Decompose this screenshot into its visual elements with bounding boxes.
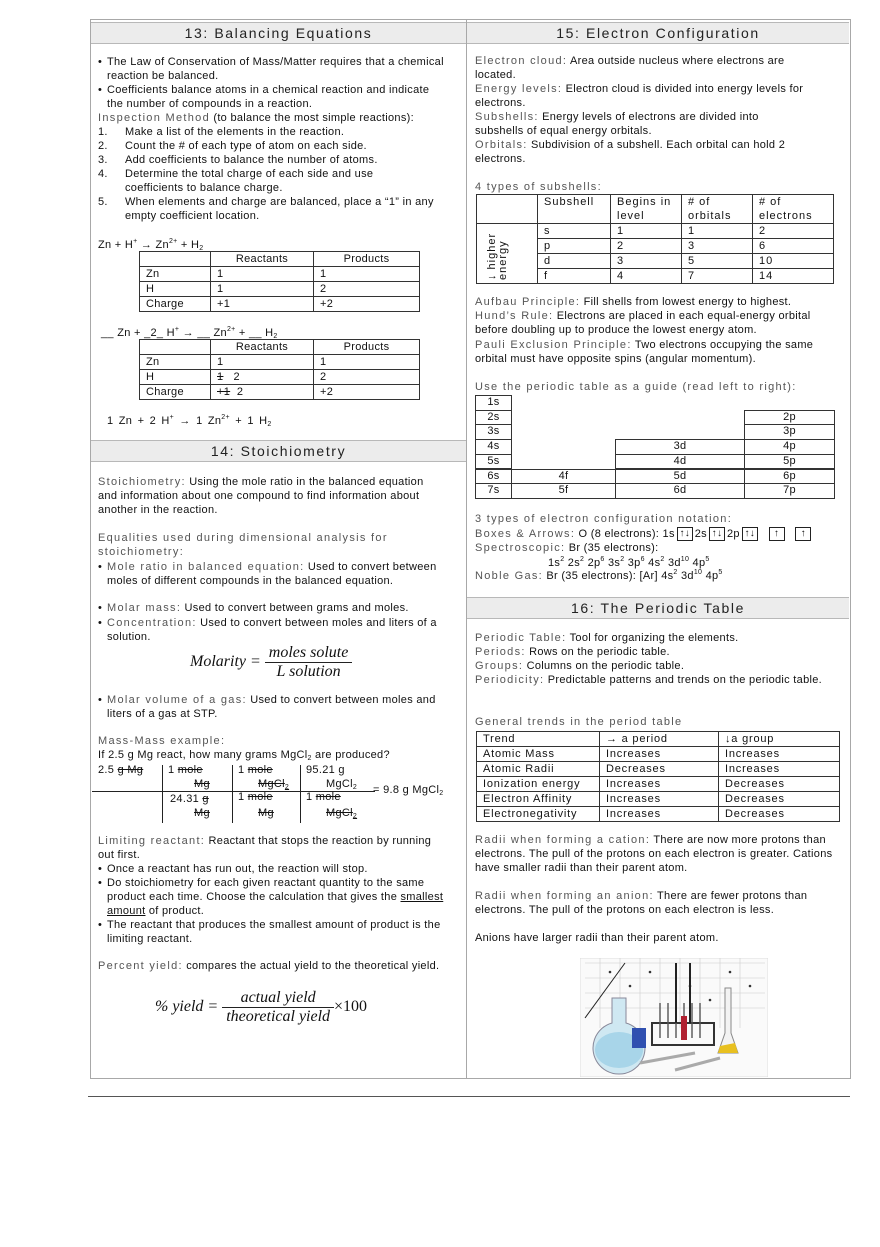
molarity-formula: Molarity = $\frac{\text{moles solute}}{\text{L solution}}$ — [190, 644, 352, 681]
noble-gas: Noble Gas: Br (35 electrons): [Ar] $4s^2$ $3d^{10}$ $4p^5$ — [475, 569, 723, 582]
guide-label: Use the periodic table as a guide (read left to right): — [475, 381, 797, 393]
pauli-exclusion: Pauli Exclusion Principle: Two electrons occupying the same orbital must have opposite spins (angular momentum). — [475, 339, 814, 365]
orbital-box: ↑↓ — [709, 527, 725, 541]
trends-table: Trend → a period ↓a group Atomic Mass Increases Increases Atomic Radii Decreases Increases Ionization energy Increases Decreases Electron Affinity Increases Decreases Electronegativity Increases Decreases — [476, 731, 840, 822]
table-row: H 1 2 — [140, 282, 420, 297]
mass-mass-result: = 9.8 g MgCl$_2$ — [373, 784, 444, 797]
guide-cell: 3p — [744, 424, 835, 440]
guide-cell: 6p — [744, 469, 835, 485]
lab-equipment-image — [580, 958, 768, 1077]
config-term: 1s — [548, 557, 561, 569]
equation-balancing: __ Zn + _2_ H+ → __ $Zn^{2+}$ + __ $H_2$ — [101, 326, 278, 340]
table-row: H 1 2 2 — [140, 370, 420, 385]
guide-cell: 5s — [475, 454, 512, 470]
table-row: Zn 1 1 — [140, 267, 420, 282]
bullet-coefficients: • Coefficients balance atoms in a chemical reaction and indicate the number of compounds in a reaction. — [107, 83, 437, 111]
table-row: Ionization energy Increases Decreases — [477, 777, 840, 792]
guide-cell: 4p — [744, 439, 835, 455]
table-row: Zn 1 1 — [140, 355, 420, 370]
def-subshells: Subshells: Energy levels of electrons are divided into subshells of equal energy orbitals. — [475, 111, 759, 137]
def-orbitals: Orbitals: Subdivision of a subshell. Each orbital can hold 2 electrons. — [475, 139, 786, 165]
balance-table-2: Reactants Products Zn 1 1 H 1 2 2 Charge +1 2 +2 — [139, 339, 420, 400]
guide-cell: 7s — [475, 483, 512, 499]
config-term: 2p — [587, 557, 601, 569]
guide-cell: 6s — [475, 469, 512, 485]
guide-cell: 3d — [615, 439, 745, 455]
equalities-heading: Equalities used during dimensional analysis for stoichiometry: — [98, 532, 388, 558]
anion-radii: Radii when forming an anion: There are fewer protons than electrons. The pull of the protons on each electron is less. — [475, 890, 808, 916]
bullet-limiting-1: • Once a reactant has run out, the reaction will stop. — [107, 862, 457, 876]
step-3-text: Add coefficients to balance the number of atoms. — [125, 154, 378, 166]
step-5-text: When elements and charge are balanced, place a “1” in any empty coefficient location. — [125, 196, 434, 222]
bullet-mole-ratio: • Mole ratio in balanced equation: Used to convert between moles of different compounds in the balanced equation. — [107, 560, 437, 588]
orbital-box: ↑ — [769, 527, 785, 541]
step-5: 5. — [98, 196, 108, 208]
config-term: 3s — [607, 557, 621, 569]
guide-cell: 4f — [511, 469, 616, 485]
guide-cell: 3s — [475, 424, 512, 440]
mass-mass-label: Mass-Mass example: — [98, 735, 226, 747]
table-row: ↓ higher energy s 1 1 2 — [477, 224, 834, 239]
mass-mass-question: If 2.5 g Mg react, how many grams MgCl$_2$ are produced? — [98, 749, 390, 762]
guide-cell: 2p — [744, 410, 835, 426]
percent-yield-formula: % yield = $\frac{\text{actual yield}}{\text{theoretical yield}}$ ×100 — [155, 989, 368, 1025]
stoichiometry-def: Stoichiometry: Using the mole ratio in the balanced equation and information about one compound to find information about another in the reaction. — [98, 476, 424, 516]
anion-larger: Anions have larger radii than their parent atom. — [475, 932, 719, 944]
section-13-header: 13: Balancing Equations — [91, 22, 466, 44]
section-16-header: 16: The Periodic Table — [467, 597, 849, 619]
table-row: Electronegativity Increases Decreases — [477, 807, 840, 822]
config-term: 3d — [667, 557, 681, 569]
subshell-types-label: 4 types of subshells: — [475, 181, 602, 193]
def-energy-levels: Energy levels: Electron cloud is divided into energy levels for electrons. — [475, 83, 804, 109]
bullet-limiting-2: • Do stoichiometry for each given reactant quantity to the same product each time. Choose the calculation that gives the smallest amount of product. — [107, 876, 459, 918]
section-14-header: 14: Stoichiometry — [91, 440, 466, 462]
step-number: 1. — [98, 126, 108, 138]
guide-cell: 7p — [744, 483, 835, 499]
config-term: 4p — [705, 570, 719, 582]
table-row: Atomic Radii Decreases Increases — [477, 762, 840, 777]
bullet-conservation: • The Law of Conservation of Mass/Matter requires that a chemical reaction be balanced. — [107, 55, 447, 83]
dimensional-analysis-grid: 2.5 g Mg 1 mole Mg 24.31 g Mg 1 mole MgCl$_2$ 1 mole Mg 95.21 g MgCl$_2$ 1 mole MgCl$_2$ — [92, 763, 377, 825]
step-1-text: Make a list of the elements in the reaction. — [125, 126, 345, 138]
table-row: Electron Affinity Increases Decreases — [477, 792, 840, 807]
bullet-molar-volume: • Molar volume of a gas: Used to convert between moles and liters of a gas at STP. — [107, 693, 447, 721]
orbital-box: ↑↓ — [742, 527, 758, 541]
bullet-limiting-3: • The reactant that produces the smallest amount of product is the limiting reactant. — [107, 918, 459, 946]
def-periods: Periods: Rows on the periodic table. — [475, 646, 670, 658]
inspection-label: Inspection Method — [98, 112, 210, 124]
table-row: p 2 3 6 — [477, 239, 834, 254]
equation-unbalanced: $Zn + H^+ \to Zn^{2+} + H_2$ — [98, 238, 204, 252]
guide-cell: 4s — [475, 439, 512, 455]
inspection-method — [98, 111, 414, 125]
def-groups: Groups: Columns on the periodic table. — [475, 660, 685, 672]
limiting-reactant-def: Limiting reactant: Reactant that stops the reaction by running out first. — [98, 835, 432, 861]
table-row: Charge +1 +2 — [140, 297, 420, 312]
subshell-table: Subshell Begins in level # of orbitals # of electrons ↓ higher energy s 1 1 2 p 2 3 6 d 3 5 10 f 4 7 14 — [476, 194, 834, 284]
higher-energy-label: ↓ higher energy — [486, 232, 509, 280]
footer-rule — [88, 1096, 850, 1097]
guide-cell: 2s — [475, 410, 512, 426]
config-term: 2s — [567, 557, 580, 569]
def-periodic-table: Periodic Table: Tool for organizing the elements. — [475, 632, 739, 644]
balance-table-1: Reactants Products Zn 1 1 H 1 2 Charge +1 +2 — [139, 251, 420, 312]
config-term: 3p — [627, 557, 641, 569]
spectroscopic-config: $1s^2$ $2s^2$ $2p^6$ $3s^2$ $3p^6$ $4s^2$ $3d^{10}$ $4p^5$ — [548, 556, 710, 569]
orbital-box: ↑↓ — [677, 527, 693, 541]
guide-cell: 5d — [615, 469, 745, 485]
guide-cell: 1s — [475, 395, 512, 411]
orbital-box: ↑ — [795, 527, 811, 541]
config-term: 4s — [661, 570, 674, 582]
step-2: 2. — [98, 140, 108, 152]
guide-cell: 5p — [744, 454, 835, 470]
config-term: 3d — [680, 570, 694, 582]
table-row: Atomic Mass Increases Increases — [477, 747, 840, 762]
trends-label: General trends in the period table — [475, 716, 683, 728]
section-15-header: 15: Electron Configuration — [467, 22, 849, 44]
spectroscopic: Spectroscopic: Br (35 electrons): — [475, 542, 659, 554]
def-electron-cloud: Electron cloud: Area outside nucleus where electrons are located. — [475, 55, 785, 81]
guide-cell: 5f — [511, 483, 616, 499]
cation-radii: Radii when forming a cation: There are now more protons than electrons. The pull of the protons on each electron is greater. Cations have smaller radii than their parent atom. — [475, 834, 833, 874]
step-2-text: Count the # of each type of atom on each side. — [125, 140, 367, 152]
config-term: 4s — [648, 557, 661, 569]
config-term: 4p — [692, 557, 706, 569]
inspection-text: (to balance the most simple reactions): — [210, 112, 414, 124]
bullet-molar-mass: • Molar mass: Used to convert between grams and moles. — [107, 601, 457, 615]
guide-cell: 4d — [615, 454, 745, 470]
notation-label: 3 types of electron configuration notation: — [475, 513, 733, 525]
hunds-rule: Hund’s Rule: Electrons are placed in each equal-energy orbital before doubling up to produce the lowest energy atom. — [475, 310, 811, 336]
def-periodicity: Periodicity: Predictable patterns and trends on the periodic table. — [475, 674, 823, 686]
equation-balanced: 1 Zn + 2 H+ → 1 $Zn^{2+} + 1$ $H_2$ — [107, 414, 272, 428]
step-4-text: Determine the total charge of each side and use coefficients to balance charge. — [125, 168, 374, 194]
step-4: 4. — [98, 168, 108, 180]
periodic-guide-table — [475, 395, 835, 498]
step-1 — [98, 125, 108, 139]
guide-cell: 6d — [615, 483, 745, 499]
table-row: Charge +1 2 +2 — [140, 385, 420, 400]
step-3: 3. — [98, 154, 108, 166]
percent-yield-def: Percent yield: compares the actual yield to the theoretical yield. — [98, 960, 440, 972]
table-row: f 4 7 14 — [477, 269, 834, 284]
boxes-arrows: Boxes & Arrows: O (8 electrons): 1s ↑↓ 2s ↑↓ 2p ↑↓ ↑ ↑ — [475, 527, 813, 541]
table-row: d 3 5 10 — [477, 254, 834, 269]
bullet-concentration: • Concentration: Used to convert between moles and liters of a solution. — [107, 616, 457, 644]
aufbau-principle: Aufbau Principle: Fill shells from lowest energy to highest. — [475, 296, 792, 308]
